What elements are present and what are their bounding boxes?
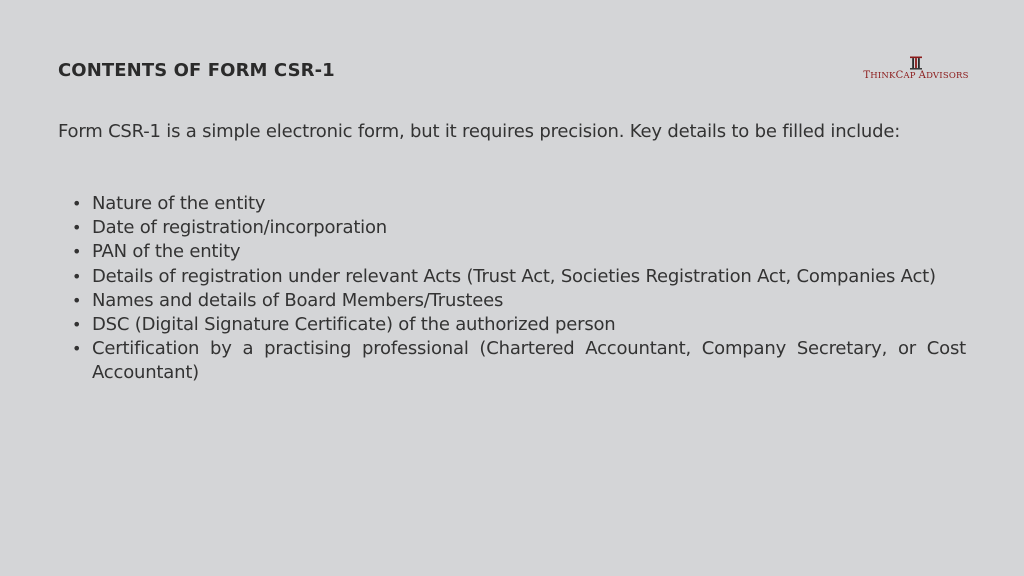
bullet-icon: • xyxy=(72,266,82,286)
list-item: • DSC (Digital Signature Certificate) of the authorized person xyxy=(58,313,966,337)
list-item: • Names and details of Board Members/Trustees xyxy=(58,289,966,313)
slide-title: CONTENTS OF FORM CSR-1 xyxy=(58,60,335,81)
bullet-icon: • xyxy=(72,339,82,359)
bullet-icon: • xyxy=(72,194,82,213)
list-item: • Nature of the entity xyxy=(58,192,966,216)
list-item: • Date of registration/incorporation xyxy=(58,216,966,240)
intro-paragraph: Form CSR-1 is a simple electronic form, but it requires precision. Key details to be filled include: xyxy=(58,121,901,142)
logo-wordmark: THINKCAP ADVISORS xyxy=(863,70,969,81)
details-list xyxy=(58,192,966,386)
list-item: • Details of registration under relevant Acts (Trust Act, Societies Registration Act, Companies Act) xyxy=(58,265,966,289)
bullet-icon: • xyxy=(72,218,82,238)
bullet-icon: • xyxy=(72,315,82,335)
pillar-logo-icon xyxy=(909,56,923,70)
list-item: • PAN of the entity xyxy=(58,240,966,264)
bullet-icon: • xyxy=(72,290,82,310)
bullet-icon: • xyxy=(72,242,82,262)
list-item: • Certification by a practising professional (Chartered Accountant, Company Secretary, or Cost Accountant) xyxy=(72,338,966,384)
company-logo xyxy=(863,56,969,82)
